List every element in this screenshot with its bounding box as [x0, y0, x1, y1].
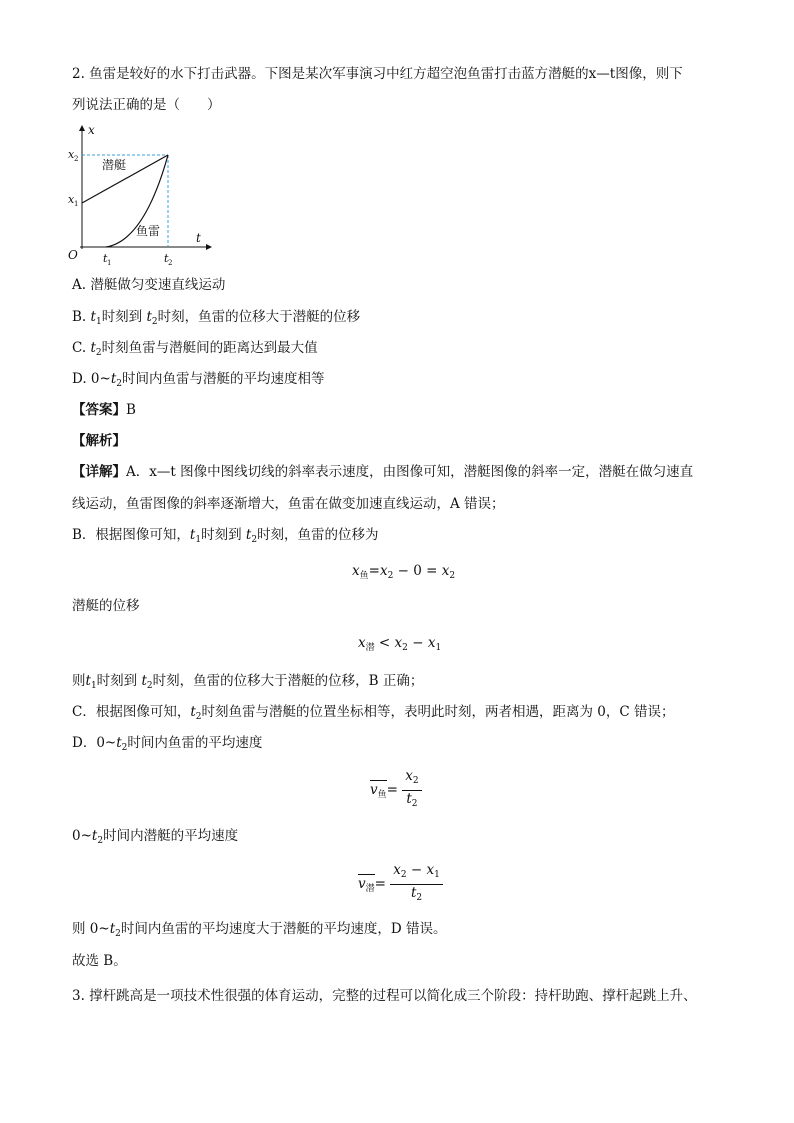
option-a: A. 潜艇做匀变速直线运动 [72, 277, 226, 293]
y-axis-label: x [88, 123, 95, 137]
y-axis-arrow [79, 125, 85, 131]
x-tick-t2: t [164, 252, 169, 265]
submarine-displacement-label: 潜艇的位移 [72, 598, 140, 614]
x-tick-t2-sub: 2 [168, 259, 173, 265]
x-axis-label: t [196, 231, 201, 245]
x-tick-t1: t [103, 252, 108, 265]
explanation-b-conclusion: 则$t_1$时刻到 $t_2$时刻，鱼雷的位移大于潜艇的位移，B 正确； [72, 673, 424, 691]
formula-submarine-average-velocity: $v_潜=$ $\frac{x_2 - x_1}{t_2}$ [358, 862, 443, 907]
option-b: B. $t_1$时刻到 $t_2$时刻，鱼雷的位移大于潜艇的位移 [72, 309, 361, 327]
label-submarine: 潜艇 [102, 158, 127, 172]
y-tick-x2: x [68, 148, 75, 161]
xt-graph [66, 123, 216, 265]
formula-torpedo-displacement: $x_鱼=x_2 - 0 = x_2$ [352, 563, 456, 581]
analysis-tag: 【解析】 [72, 433, 126, 449]
explanation-c-line: C．根据图像可知，$t_2$时刻鱼雷与潜艇的位置坐标相等，表明此时刻，两者相遇，距离为 0，C 错误； [72, 704, 675, 722]
question-3-line-1: 3. 撑杆跳高是一项技术性很强的体育运动，完整的过程可以简化成三个阶段：持杆助跑、撑杆起跳上升、 [72, 988, 697, 1004]
explanation-a-line-2: 线运动，鱼雷图像的斜率逐渐增大，鱼雷在做变加速直线运动，A 错误； [72, 496, 505, 512]
x-axis-arrow [206, 244, 212, 250]
explanation-d-conclusion: 则 $0\sim t_2$时间内鱼雷的平均速度大于潜艇的平均速度，D 错误。 [72, 921, 447, 939]
origin-label: O [68, 248, 78, 262]
explanation-a-line-1: 【详解】A．x—t 图像中图线切线的斜率表示速度，由图像可知，潜艇图像的斜率一定，潜艇在做匀速直 [72, 464, 694, 480]
question-2-line-1: 2. 鱼雷是较好的水下打击武器。下图是某次军事演习中红方超空泡鱼雷打击蓝方潜艇的x—t图像，则下 [72, 66, 683, 82]
formula-torpedo-average-velocity: $v_鱼=$ $\frac{x_2}{t_2}$ [370, 768, 422, 813]
y-tick-x2-sub: 2 [74, 155, 79, 163]
question-2-line-2: 列说法正确的是（ ） [72, 97, 221, 113]
answer-line: 【答案】B [72, 402, 136, 418]
y-tick-x1-sub: 1 [74, 200, 79, 208]
y-tick-x1: x [68, 193, 75, 206]
formula-submarine-displacement: $x_潜 < x_2 - x_1$ [358, 635, 442, 653]
explanation-d-line: D．$0\sim t_2$时间内鱼雷的平均速度 [72, 735, 263, 753]
label-torpedo: 鱼雷 [136, 224, 161, 238]
explanation-b-line: B．根据图像可知，$t_1$时刻到 $t_2$时刻，鱼雷的位移为 [72, 527, 379, 545]
x-tick-t1-sub: 1 [107, 259, 112, 265]
explanation-d-submarine-label: $0\sim t_2$时间内潜艇的平均速度 [72, 828, 239, 846]
final-answer: 故选 B。 [72, 953, 127, 969]
option-c: C. $t_2$时刻鱼雷与潜艇间的距离达到最大值 [72, 340, 318, 358]
option-d: D. $0\sim t_2$时间内鱼雷与潜艇的平均速度相等 [72, 371, 325, 389]
